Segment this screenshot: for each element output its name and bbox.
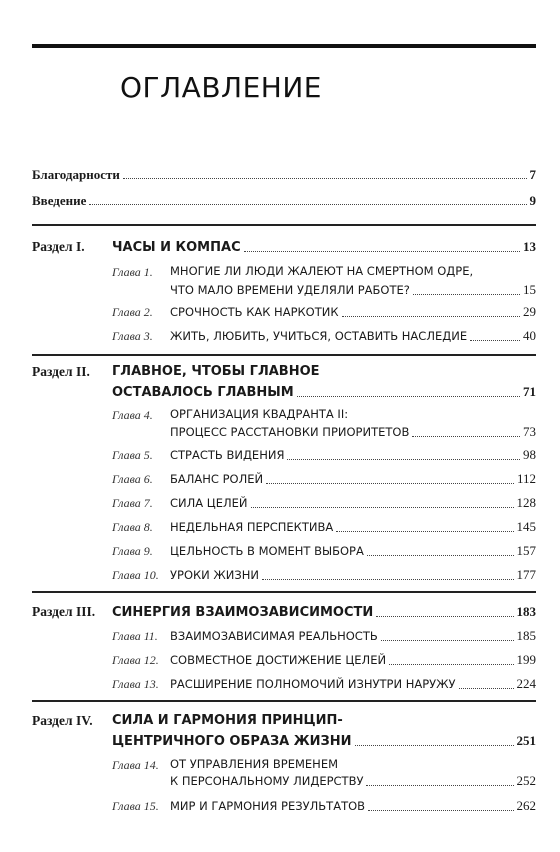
dot-leader (366, 784, 513, 786)
dot-leader (381, 639, 514, 641)
dot-leader (470, 339, 520, 341)
toc-section-1[interactable] (32, 238, 536, 256)
page-title: ОГЛАВЛЕНИЕ (120, 71, 322, 104)
chapter-title: ПРОЦЕСС РАССТАНОВКИ ПРИОРИТЕТОВ (170, 425, 410, 439)
section-label: Раздел I. (32, 239, 85, 254)
chapter-page: 199 (516, 652, 536, 667)
section-title: ЧАСЫ И КОМПАС (112, 240, 241, 255)
chapter-label: Глава 14. (112, 758, 159, 772)
chapter-title-line1: МНОГИЕ ЛИ ЛЮДИ ЖАЛЕЮТ НА СМЕРТНОМ ОДРЕ, (170, 264, 474, 278)
section-title: ОСТАВАЛОСЬ ГЛАВНЫМ (112, 385, 294, 400)
chapter-title-line1: ОРГАНИЗАЦИЯ КВАДРАНТА II: (170, 407, 349, 421)
chapter-page: 98 (523, 447, 536, 462)
toc-section-3[interactable] (32, 603, 536, 621)
section-page: 251 (516, 733, 536, 748)
chapter-title: НЕДЕЛЬНАЯ ПЕРСПЕКТИВА (170, 520, 334, 534)
toc-chapter-3[interactable] (112, 327, 536, 345)
chapter-label: Глава 7. (112, 496, 153, 510)
chapter-label: Глава 5. (112, 448, 153, 462)
chapter-title: СРОЧНОСТЬ КАК НАРКОТИК (170, 305, 339, 319)
dot-leader (251, 506, 514, 508)
entry-page: 7 (529, 167, 536, 182)
chapter-page: 177 (516, 567, 536, 582)
chapter-label: Глава 15. (112, 799, 159, 813)
chapter-label: Глава 9. (112, 544, 153, 558)
chapter-title: ЖИТЬ, ЛЮБИТЬ, УЧИТЬСЯ, ОСТАВИТЬ НАСЛЕДИЕ (170, 329, 468, 343)
section-divider (32, 224, 536, 226)
chapter-title: СИЛА ЦЕЛЕЙ (170, 496, 248, 510)
chapter-page: 185 (516, 628, 536, 643)
section-label: Раздел III. (32, 604, 96, 619)
dot-leader (287, 458, 520, 460)
toc-chapter-15[interactable] (112, 797, 536, 815)
chapter-page: 262 (516, 798, 536, 813)
toc-chapter-13[interactable] (112, 675, 536, 693)
chapter-label: Глава 8. (112, 520, 153, 534)
dot-leader (355, 744, 514, 746)
chapter-title: РАСШИРЕНИЕ ПОЛНОМОЧИЙ ИЗНУТРИ НАРУЖУ (170, 677, 456, 691)
chapter-title-line1: ОТ УПРАВЛЕНИЯ ВРЕМЕНЕМ (170, 757, 339, 771)
toc-chapter-11[interactable] (112, 627, 536, 645)
section-title: СИНЕРГИЯ ВЗАИМОЗАВИСИМОСТИ (112, 605, 374, 620)
chapter-title: МИР И ГАРМОНИЯ РЕЗУЛЬТАТОВ (170, 799, 366, 813)
toc-chapter-6[interactable] (112, 470, 536, 488)
toc-chapter-7[interactable] (112, 494, 536, 512)
dot-leader (342, 315, 520, 317)
chapter-page: 73 (523, 424, 536, 439)
chapter-title: ЦЕЛЬНОСТЬ В МОМЕНТ ВЫБОРА (170, 544, 364, 558)
section-title-line1: СИЛА И ГАРМОНИЯ ПРИНЦИП- (112, 713, 343, 728)
chapter-label: Глава 2. (112, 305, 153, 319)
toc-chapter-8[interactable] (112, 518, 536, 536)
chapter-title: СТРАСТЬ ВИДЕНИЯ (170, 448, 285, 462)
dot-leader (244, 250, 520, 252)
dot-leader (389, 663, 513, 665)
toc-entry-introduction[interactable] (32, 192, 536, 209)
chapter-page: 40 (523, 328, 536, 343)
dot-leader (459, 687, 514, 689)
toc-entry-acknowledgements[interactable] (32, 166, 536, 183)
chapter-label: Глава 3. (112, 329, 153, 343)
dot-leader (412, 435, 520, 437)
section-divider (32, 354, 536, 356)
dot-leader (266, 482, 514, 484)
chapter-label: Глава 6. (112, 472, 153, 486)
chapter-page: 128 (516, 495, 536, 510)
chapter-label: Глава 4. (112, 408, 153, 422)
chapter-label: Глава 11. (112, 629, 158, 643)
section-page: 183 (516, 604, 536, 619)
chapter-title: БАЛАНС РОЛЕЙ (170, 472, 264, 486)
dot-leader (123, 177, 527, 179)
section-title: ЦЕНТРИЧНОГО ОБРАЗА ЖИЗНИ (112, 734, 352, 749)
chapter-title: УРОКИ ЖИЗНИ (170, 568, 260, 582)
toc-chapter-10[interactable] (112, 566, 536, 584)
chapter-page: 252 (516, 773, 536, 788)
chapter-page: 29 (523, 304, 536, 319)
chapter-page: 224 (516, 676, 536, 691)
section-divider (32, 700, 536, 702)
dot-leader (336, 530, 513, 532)
toc-chapter-2[interactable] (112, 303, 536, 321)
toc-chapter-9[interactable] (112, 542, 536, 560)
chapter-title: К ПЕРСОНАЛЬНОМУ ЛИДЕРСТВУ (170, 774, 364, 788)
section-page: 13 (523, 239, 536, 254)
chapter-page: 15 (523, 282, 536, 297)
chapter-page: 112 (516, 471, 536, 486)
chapter-page: 157 (516, 543, 536, 558)
dot-leader (297, 395, 520, 397)
dot-leader (368, 809, 513, 811)
chapter-label: Глава 10. (112, 568, 159, 582)
chapter-title: ЧТО МАЛО ВРЕМЕНИ УДЕЛЯЛИ РАБОТЕ? (170, 283, 410, 297)
section-page: 71 (523, 384, 536, 399)
chapter-title: СОВМЕСТНОЕ ДОСТИЖЕНИЕ ЦЕЛЕЙ (170, 653, 387, 667)
dot-leader (367, 554, 514, 556)
chapter-label: Глава 1. (112, 265, 153, 279)
toc-chapter-5[interactable] (112, 446, 536, 464)
toc-chapter-12[interactable] (112, 651, 536, 669)
dot-leader (89, 203, 526, 205)
entry-label: Введение (32, 193, 87, 208)
dot-leader (376, 615, 513, 617)
entry-label: Благодарности (32, 167, 120, 182)
chapter-label: Глава 12. (112, 653, 159, 667)
chapter-label: Глава 13. (112, 677, 159, 691)
top-rule (32, 44, 536, 48)
dot-leader (262, 578, 513, 580)
dot-leader (413, 293, 520, 295)
section-label: Раздел II. (32, 364, 90, 379)
section-label: Раздел IV. (32, 713, 93, 728)
section-divider (32, 591, 536, 593)
entry-page: 9 (529, 193, 536, 208)
chapter-title: ВЗАИМОЗАВИСИМАЯ РЕАЛЬНОСТЬ (170, 629, 378, 643)
chapter-page: 145 (516, 519, 536, 534)
section-title-line1: ГЛАВНОЕ, ЧТОБЫ ГЛАВНОЕ (112, 364, 320, 379)
